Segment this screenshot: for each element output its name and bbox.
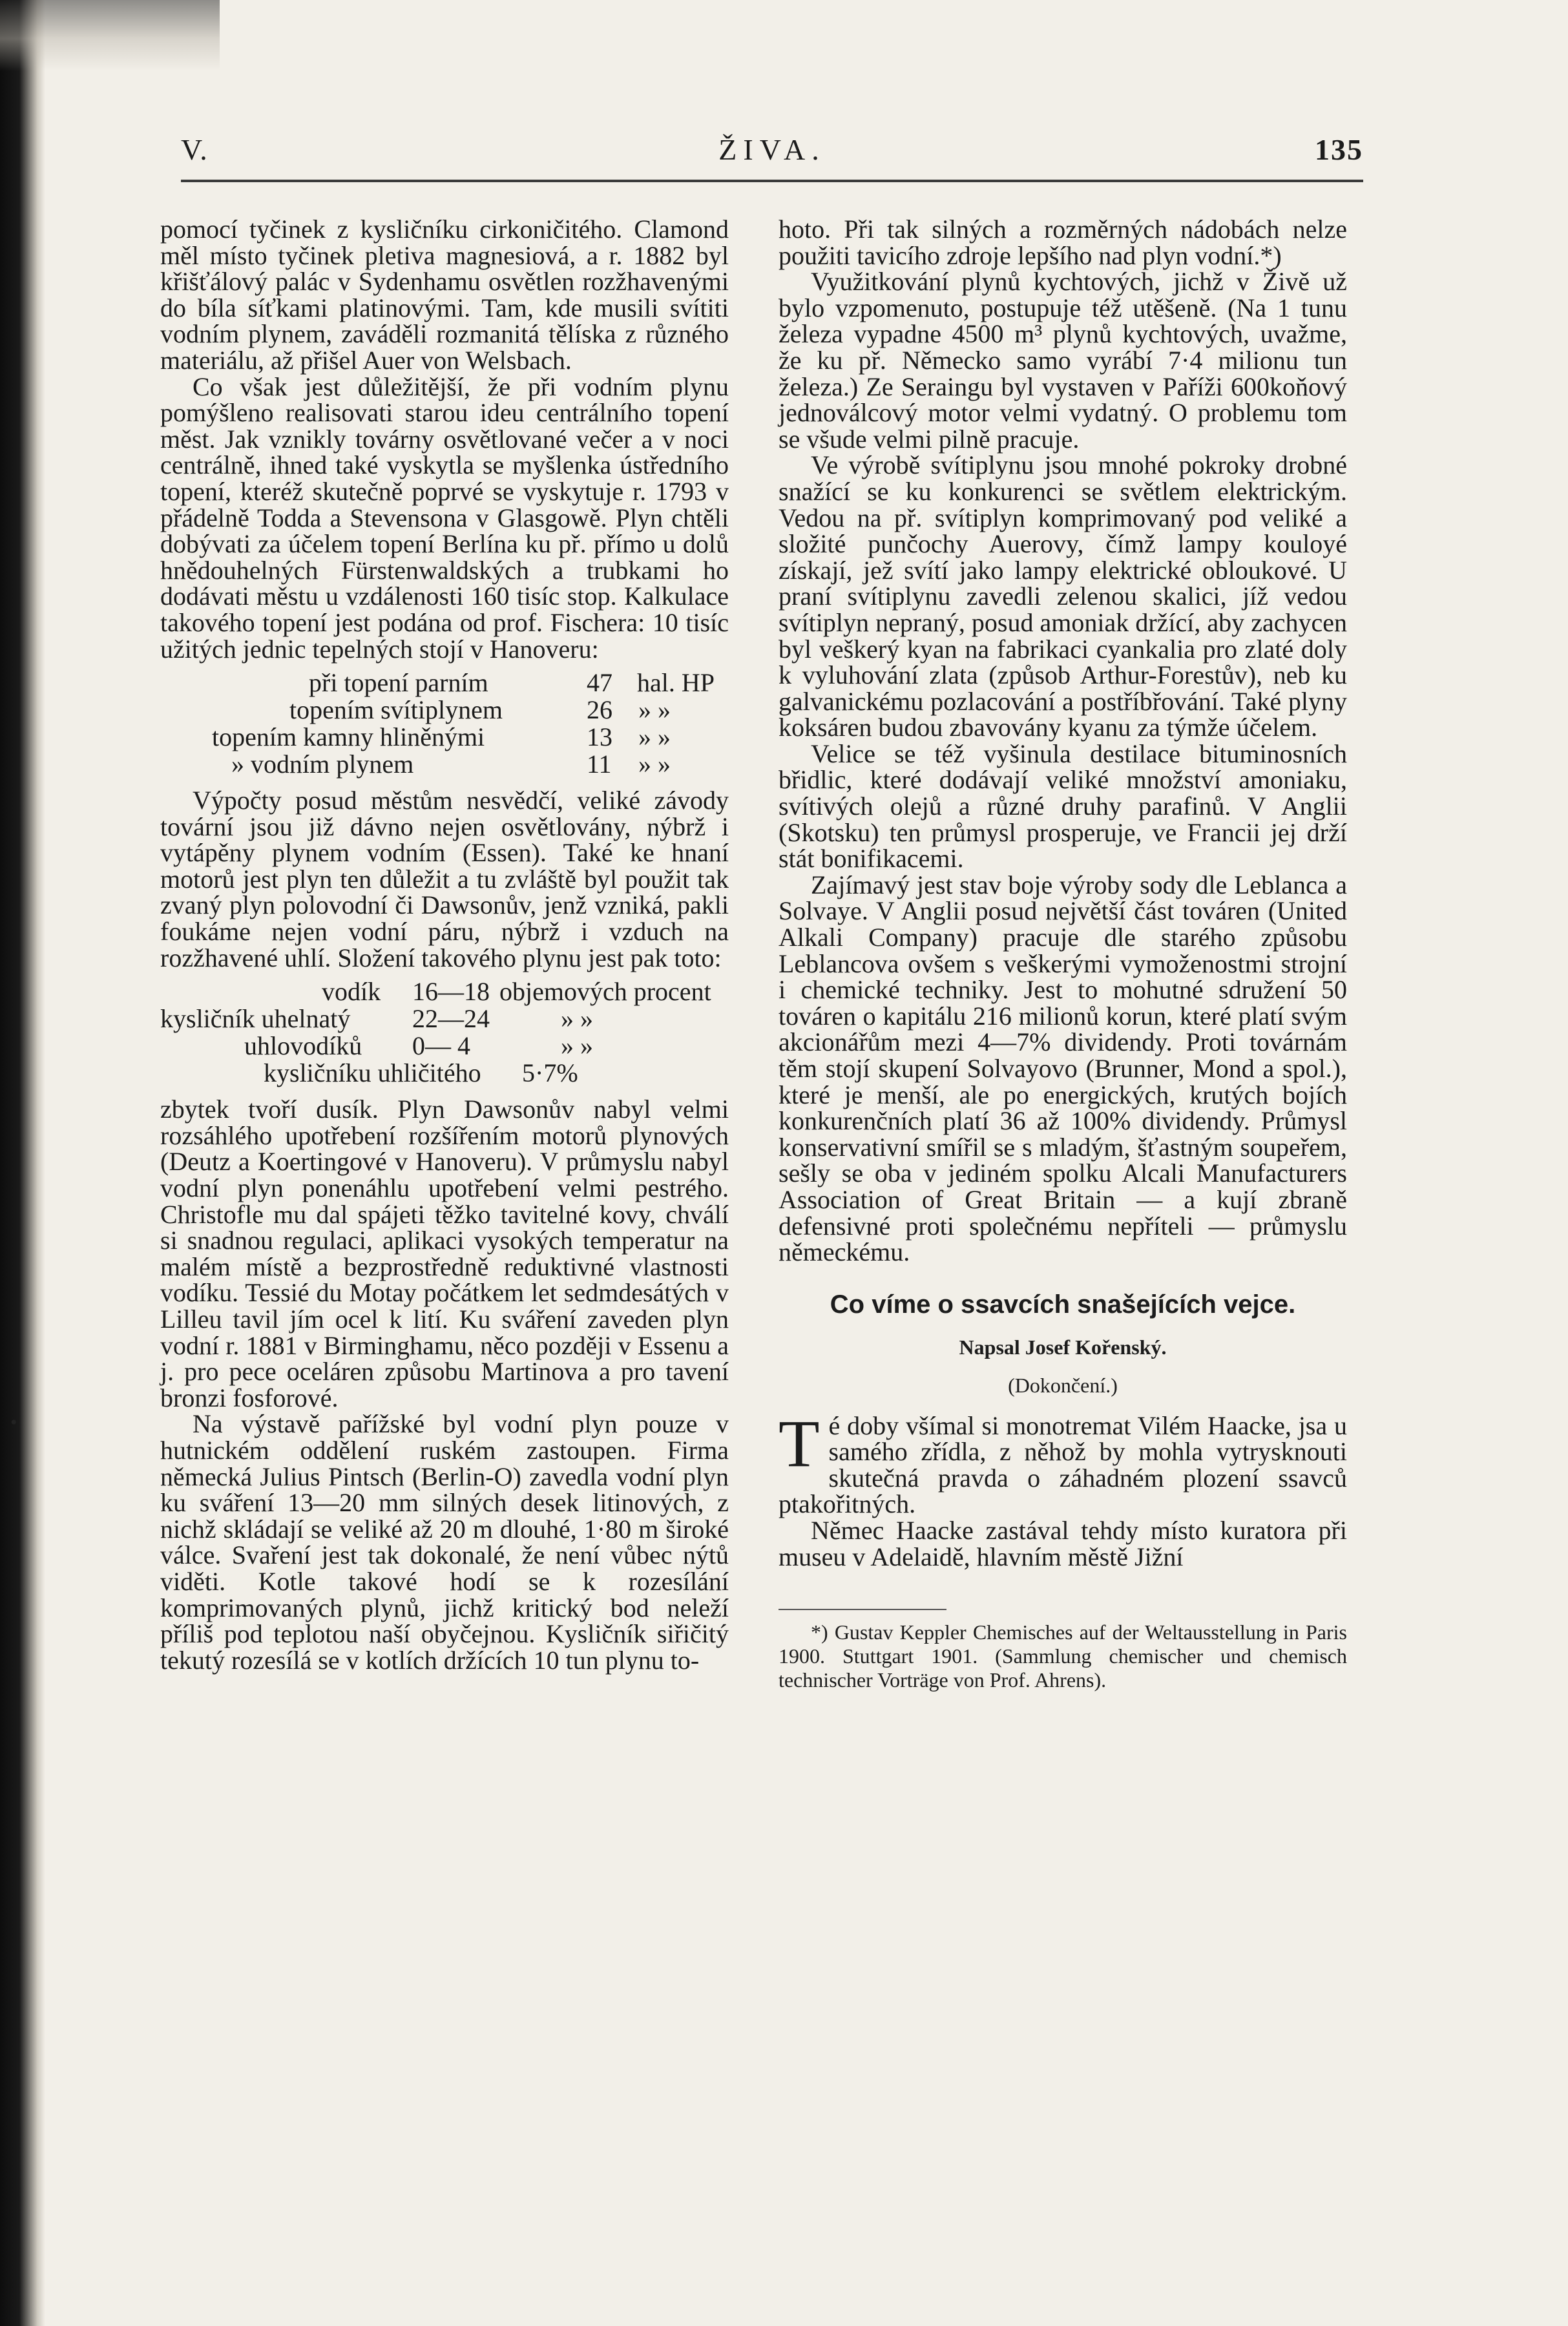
row-value: 26 <box>587 695 612 725</box>
table-row <box>160 1006 729 1033</box>
left-column <box>160 216 729 1673</box>
paragraph: pomocí tyčinek z kysličníku cirkoničitého. Clamond měl místo tyčinek pletiva magnesiová, a r. 1882 byl křišťálový palác v Sydenhamu osvětlen rozžhavenými do bíla síťkami platinovými. Tam, kde musili svítiti vodním plynem, zaváděli rozmanitá tělíska z různého materiálu, až přišel Auer von Welsbach. <box>160 215 729 375</box>
right-column <box>779 216 1347 1692</box>
row-unit: objemových procent <box>499 977 711 1007</box>
page-header <box>181 132 1363 178</box>
margin-mark: • <box>10 1412 17 1433</box>
row-label: » vodním plynem <box>231 749 414 779</box>
paragraph <box>779 1406 1347 1519</box>
header-rule <box>181 180 1363 182</box>
paragraph: Velice se též vyšinula destilace bituminosních břidlic, které dodávají veliké množství amoniaku, svítivých olejů a různé druhy parafinů. V Anglii (Skotsku) ten průmysl prosperuje, ve Francii jej drží stát bonifikacemi. <box>779 739 1347 874</box>
paragraph: zbytek tvoří dusík. Plyn Dawsonův nabyl velmi rozsáhlého upotřebení rozšířením motorů plynových (Deutz a Koertingové v Hanoveru). V průmyslu nabyl vodní plyn ponenáhlu upotřebení velmi pestrého. Christofle mu dal spájeti těžko tavitelné kovy, chválí si snadnou regulaci, aplikaci vysokých temperatur na malém místě a bezprostředně reduktivné vlastnosti vodíku. Tessié du Motay počátkem let sedmdesátých v Lilleu tavil jím ocel k lití. Ku sváření zaveden plyn vodní r. 1881 v Birminghamu, něco později v Essenu a j. pro pece oceláren způsobu Martinova a pro tavení bronzi fosforové. <box>160 1095 729 1412</box>
row-unit: » » <box>638 749 671 779</box>
table-row <box>160 724 729 751</box>
row-unit: » » <box>638 695 671 725</box>
row-label: při topení parním <box>309 668 488 698</box>
row-label: topením svítiplynem <box>289 695 503 725</box>
row-unit: hal. HP <box>637 668 715 698</box>
article-byline: Napsal Josef Kořenský. <box>959 1336 1167 1359</box>
continuation-note: (Dokončení.) <box>1008 1373 1118 1397</box>
paragraph: Výpočty posud městům nesvědčí, veliké závody tovární jsou již dávno nejen osvětlovány, nýbrž i vytápěny plynem vodním (Essen). Také ke hnaní motorů jest plyn ten důležit a tu zvláště byl použit tak zvaný plyn polovodní či Dawsonův, jenž vzniká, pakli foukáme nejen vodní páru, nýbrž i vzduch na rozžhavené uhlí. Složení takového plynu jest pak toto: <box>160 786 729 972</box>
row-value: 0— 4 <box>412 1031 470 1061</box>
table-row <box>160 697 729 724</box>
row-label: topením kamny hliněnými <box>212 722 485 752</box>
row-value: 47 <box>587 668 612 698</box>
row-value: 11 <box>587 749 612 779</box>
footnote-rule <box>779 1609 946 1610</box>
scan-corner-shadow <box>0 0 220 71</box>
gas-composition-table <box>160 979 729 1087</box>
paragraph: hoto. Při tak silných a rozměrných nádobách nelze použiti tavicího zdroje lepšího nad plyn vodní.*) <box>779 215 1347 270</box>
row-unit: » » <box>561 1031 593 1061</box>
row-value: 16—18 <box>412 977 490 1007</box>
row-label: uhlovodíků <box>244 1031 362 1061</box>
journal-title: ŽIVA. <box>718 133 826 166</box>
paragraph-text: é doby všímal si monotremat Vilém Haacke, jsa u samého zřídla, z něhož by mohla vytrysknouti skutečná pravda o záhadném plození ssavců ptakořitných. <box>779 1410 1347 1519</box>
paragraph: Ve výrobě svítiplynu jsou mnohé pokroky drobné snažící se ku konkurenci se světlem elektrickým. Vedou na př. svítiplyn komprimovaný pod veliké a složité punčochy Auerovy, čímž lampy kouloyé získají, jež svítí jako lampy elektrické obloukové. U praní svítiplynu zavedli zelenou skalici, jíž vedou svítiplyn nepraný, posud amoniak držící, aby zachycen byl veškerý kyan na fabrikaci cyankalia pro zlaté doly k vyluhování zlata (způsob Arthur-Forestův), neb ku galvanickému pozlacování a postříbřování. Také plyny koksáren budou zbavovány kyanu za týmže účelem. <box>779 450 1347 742</box>
drop-cap: T <box>779 1406 820 1481</box>
row-value: 22—24 <box>412 1004 490 1034</box>
article-title: Co víme o ssavcích snašejících vejce. <box>830 1290 1296 1319</box>
page-number: 135 <box>1315 133 1363 166</box>
table-row <box>160 1033 729 1060</box>
scan-edge-shadow <box>0 0 45 2326</box>
paragraph: Na výstavě pařížské byl vodní plyn pouze v hutnickém oddělení ruském zastoupen. Firma německá Julius Pintsch (Berlin-O) zavedla vodní plyn ku sváření 13—20 mm silných desek litinových, z nichž skládají se veliké až 20 m dlouhé, 1·80 m široké válce. Svaření jest tak dokonalé, že není vůbec nýtů viděti. Kotle takové hodí se k rozesílání komprimovaných plynů, jichž kritický bod neleží příliš pod teplotou naší obyčejnou. Kysličník siřičitý tekutý rozesílá se v kotlích držících 10 tun plynu to- <box>160 1409 729 1675</box>
table-row <box>160 979 729 1006</box>
footnote: *) Gustav Keppler Chemisches auf der Weltausstellung in Paris 1900. Stuttgart 1901. (Sammlung chemischer und chemisch technischer Vorträge von Prof. Ahrens). <box>779 1620 1347 1692</box>
volume-number: V. <box>181 133 209 166</box>
paragraph: Využitkování plynů kychtových, jichž v Živě už bylo vzpomenuto, postupuje též utěšeně. (Na 1 tunu železa vypadne 4500 m³ plynů kychtových, uvažme, že ku př. Německo samo vyrábí 7·4 milionu tun železa.) Ze Seraingu byl vystaven v Paříži 600koňový jednoválcový motor velmi vydatný. O problemu tom se všude velmi pilně pracuje. <box>779 267 1347 454</box>
row-label: kysličníku uhličitého <box>264 1058 481 1088</box>
table-row <box>160 670 729 697</box>
row-label: vodík <box>322 977 381 1007</box>
row-label: kysličník uhelnatý <box>160 1004 351 1034</box>
row-value: 13 <box>587 722 612 752</box>
row-unit: » » <box>561 1004 593 1034</box>
paragraph: Co však jest důležitější, že při vodním plynu pomýšleno realisovati starou ideu centrálního topení měst. Jak vznikly továrny osvětlované večer a v noci centrálně, ihned také vyskytla se myšlenka ústředního topení, kteréž skutečně poprvé se vyskytuje r. 1793 v přádelně Todda a Stevensona v Glasgowě. Plyn chtěli dobývati za účelem topení Berlína ku př. přímo u dolů hnědouhelných Fürstenwaldských a trubkami ho dodávati městu u vzdálenosti 160 tisíc stop. Kalkulace takového topení jest podána od prof. Fischera: 10 tisíc užitých jednic tepelných stojí v Hanoveru: <box>160 372 729 664</box>
row-unit: » » <box>638 722 671 752</box>
paragraph: Zajímavý jest stav boje výroby sody dle Leblanca a Solvaye. V Anglii posud největší část továren (United Alkali Company) pracuje dle starého způsobu Leblancova ovšem s veškerými vymoženostmi strojní i chemické techniky. Jest to mohutné sdružení 50 továren o kapitálu 216 milionů korun, které platí svým akcionářům mezi 4—7% dividendy. Proti továrnám těm stojí skupení Solvayovo (Brunner, Mond a spol.), které je menší, ale po energických, krutých bojích konkurenčních platí 36 až 100% dividendy. Průmysl konservativní smířil se s mladým, šťastným soupeřem, sešly se oba v jediném spolku Alcali Manufacturers Association of Great Britain — a kují zbraně defensivné proti společnému nepříteli — průmyslu německému. <box>779 870 1347 1267</box>
heating-cost-table <box>160 670 729 779</box>
row-value: 5·7% <box>522 1058 578 1088</box>
table-row <box>160 751 729 779</box>
paragraph: Němec Haacke zastával tehdy místo kuratora při museu v Adelaidě, hlavním městě Jižní <box>779 1515 1347 1571</box>
table-row <box>160 1060 729 1087</box>
